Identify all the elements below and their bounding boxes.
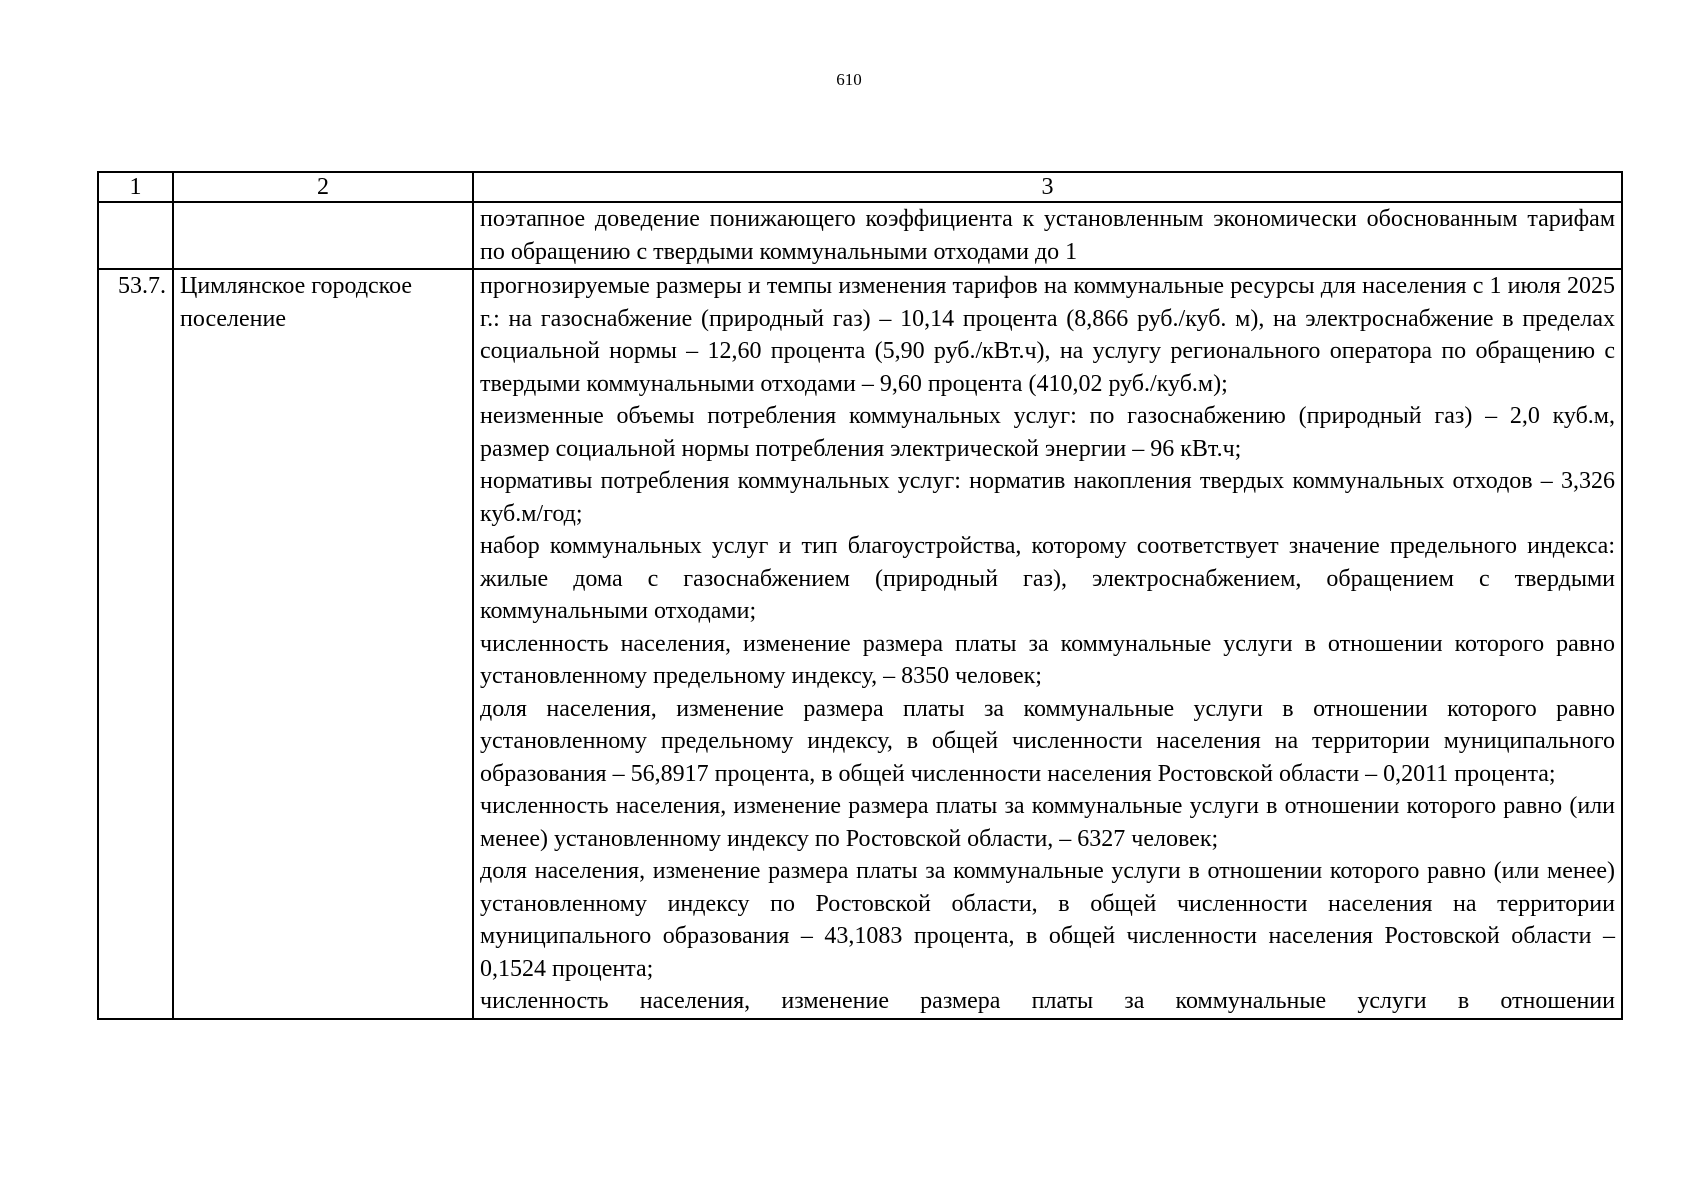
text-paragraph: нормативы потребления коммунальных услуг: норматив накопления твердых коммунальных отходов – 3,326 куб.м/год; [480,468,1615,527]
text-paragraph: численность населения, изменение размера платы за коммунальные услуги в отношении которого равно (или менее) установленному индексу по Ростовской области, – 6327 человек; [480,793,1615,852]
table-header-row [98,172,1622,202]
text-paragraph: набор коммунальных услуг и тип благоустройства, которому соответствует значение предельного индекса: жилые дома с газоснабжением (природный газ), электроснабжением, обращением с твердыми коммунальными отходами; [480,533,1615,624]
document-table [97,171,1623,1020]
row-text-cell [473,269,1622,1019]
row-name-cell [173,202,473,269]
header-cell-2: 2 [173,172,473,202]
text-paragraph: неизменные объемы потребления коммунальных услуг: по газоснабжению (природный газ) – 2,0 куб.м, размер социальной нормы потребления электрической энергии – 96 кВт.ч; [480,403,1615,462]
table-row-53-7 [98,269,1622,1019]
row-text-cell [473,202,1622,269]
table-row-continuation [98,202,1622,269]
row-name-cell: Цимлянское городское поселение [173,269,473,1019]
text-paragraph: доля населения, изменение размера платы за коммунальные услуги в отношении которого равно установленному предельному индексу, в общей численности населения на территории муниципального образования – 56,8917 процента, в общей численности населения Ростовской области – 0,2011 процента; [480,695,1615,787]
row-number-cell [98,202,173,269]
row-number-cell: 53.7. [98,269,173,1019]
text-paragraph: прогнозируемые размеры и темпы изменения тарифов на коммунальные ресурсы для населения с 1 июля 2025 г.: на газоснабжение (природный газ) – 10,14 процента (8,866 руб./куб. м), на электроснабжение в пределах социальной нормы – 12,60 процента (5,90 руб./кВт.ч), на услугу регионального оператора по обращению с твердыми коммунальными отходами – 9,60 процента (410,02 руб./куб.м); [480,273,1615,397]
text-paragraph: доля населения, изменение размера платы за коммунальные услуги в отношении которого равно (или менее) установленному индексу по Ростовской области, в общей численности населения на территории муниципального образования – 43,1083 процента, в общей численности населения Ростовской области – 0,1524 процента; [480,858,1615,982]
header-cell-3: 3 [473,172,1622,202]
text-paragraph: поэтапное доведение понижающего коэффициента к установленным экономически обоснованным тарифам по обращению с твердыми коммунальными отходами до 1 [480,206,1615,265]
text-paragraph: численность населения, изменение размера платы за коммунальные услуги в отношении которого равно установленному предельному индексу, – 8350 человек; [480,630,1615,689]
text-paragraph: численность населения, изменение размера платы за коммунальные услуги в отношении [480,988,1615,1014]
page-number: 610 [836,70,862,89]
header-cell-1: 1 [98,172,173,202]
